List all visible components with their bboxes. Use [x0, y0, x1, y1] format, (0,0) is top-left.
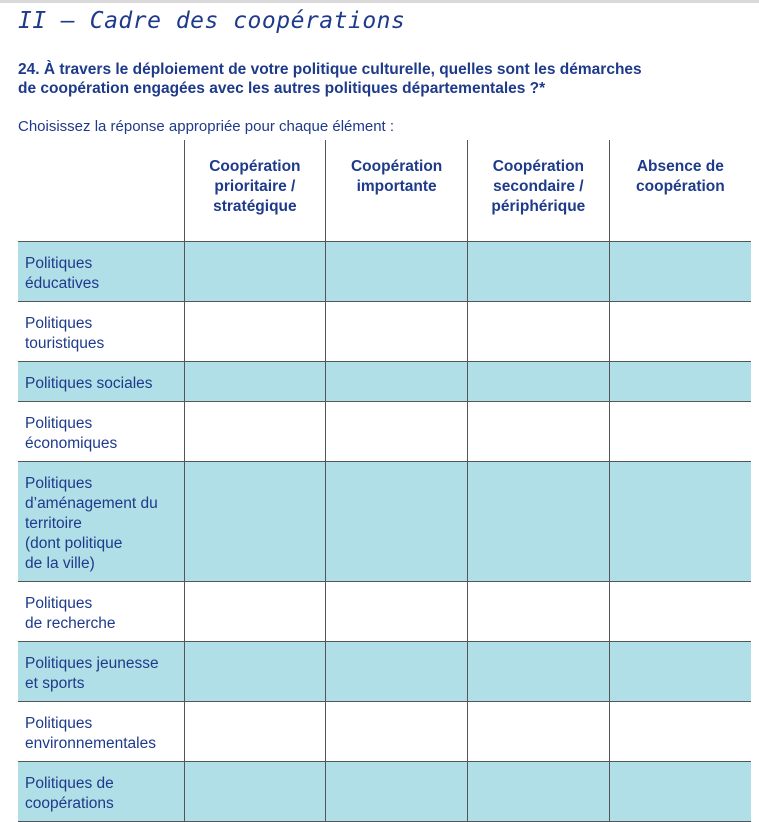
answer-cell-secondaire[interactable]	[468, 402, 610, 462]
answer-cell-importante[interactable]	[326, 582, 468, 642]
answer-cell-absence[interactable]	[609, 362, 751, 402]
table-row	[18, 402, 751, 462]
answer-cell-secondaire[interactable]	[468, 702, 610, 762]
row-label-cooperations: Politiques de coopérations	[18, 762, 184, 822]
top-divider	[0, 0, 759, 3]
answer-cell-secondaire[interactable]	[468, 462, 610, 582]
answer-cell-secondaire[interactable]	[468, 302, 610, 362]
row-label-recherche: Politiques de recherche	[18, 582, 184, 642]
row-label-economiques: Politiques économiques	[18, 402, 184, 462]
header-corner	[18, 140, 184, 242]
answer-cell-absence[interactable]	[609, 242, 751, 302]
header-row	[18, 140, 751, 242]
col-header-absence: Absence de coopération	[609, 140, 751, 242]
answer-cell-secondaire[interactable]	[468, 762, 610, 822]
answer-cell-importante[interactable]	[326, 642, 468, 702]
answer-cell-absence[interactable]	[609, 302, 751, 362]
answer-cell-importante[interactable]	[326, 302, 468, 362]
answer-cell-prioritaire[interactable]	[184, 462, 326, 582]
table-row	[18, 242, 751, 302]
answer-cell-prioritaire[interactable]	[184, 362, 326, 402]
answer-cell-importante[interactable]	[326, 402, 468, 462]
table-row	[18, 362, 751, 402]
question-line-1: 24. À travers le déploiement de votre politique culturelle, quelles sont les démarches	[18, 61, 642, 78]
answer-cell-prioritaire[interactable]	[184, 582, 326, 642]
table-row	[18, 702, 751, 762]
answer-cell-absence[interactable]	[609, 642, 751, 702]
table-row	[18, 582, 751, 642]
answer-cell-prioritaire[interactable]	[184, 702, 326, 762]
answer-cell-prioritaire[interactable]	[184, 642, 326, 702]
col-header-secondaire: Coopération secondaire / périphérique	[468, 140, 610, 242]
row-label-sociales: Politiques sociales	[18, 362, 184, 402]
answer-cell-secondaire[interactable]	[468, 582, 610, 642]
table-row	[18, 462, 751, 582]
answer-cell-absence[interactable]	[609, 462, 751, 582]
row-label-educatives: Politiques éducatives	[18, 242, 184, 302]
row-label-jeunesse-sports: Politiques jeunesse et sports	[18, 642, 184, 702]
table-row	[18, 302, 751, 362]
answer-cell-prioritaire[interactable]	[184, 302, 326, 362]
answer-cell-importante[interactable]	[326, 462, 468, 582]
question-text	[18, 60, 718, 98]
instruction-text: Choisissez la réponse appropriée pour chaque élément :	[18, 118, 395, 135]
answer-cell-absence[interactable]	[609, 762, 751, 822]
row-label-amenagement: Politiques d’aménagement du territoire (dont politique de la ville)	[18, 462, 184, 582]
answer-cell-importante[interactable]	[326, 242, 468, 302]
row-label-environnementales: Politiques environnementales	[18, 702, 184, 762]
table-row	[18, 642, 751, 702]
section-title: II – Cadre des coopérations	[18, 8, 406, 34]
answer-cell-importante[interactable]	[326, 762, 468, 822]
question-line-2: de coopération engagées avec les autres politiques départementales ?*	[18, 80, 546, 97]
answer-cell-prioritaire[interactable]	[184, 762, 326, 822]
col-header-prioritaire: Coopération prioritaire / stratégique	[184, 140, 326, 242]
answer-cell-importante[interactable]	[326, 702, 468, 762]
answer-cell-absence[interactable]	[609, 402, 751, 462]
answer-cell-secondaire[interactable]	[468, 362, 610, 402]
answer-cell-absence[interactable]	[609, 582, 751, 642]
cooperation-matrix	[18, 140, 751, 822]
answer-cell-importante[interactable]	[326, 362, 468, 402]
answer-cell-secondaire[interactable]	[468, 642, 610, 702]
answer-cell-prioritaire[interactable]	[184, 242, 326, 302]
answer-cell-secondaire[interactable]	[468, 242, 610, 302]
col-header-importante: Coopération importante	[326, 140, 468, 242]
row-label-touristiques: Politiques touristiques	[18, 302, 184, 362]
table-row	[18, 762, 751, 822]
answer-cell-prioritaire[interactable]	[184, 402, 326, 462]
answer-cell-absence[interactable]	[609, 702, 751, 762]
